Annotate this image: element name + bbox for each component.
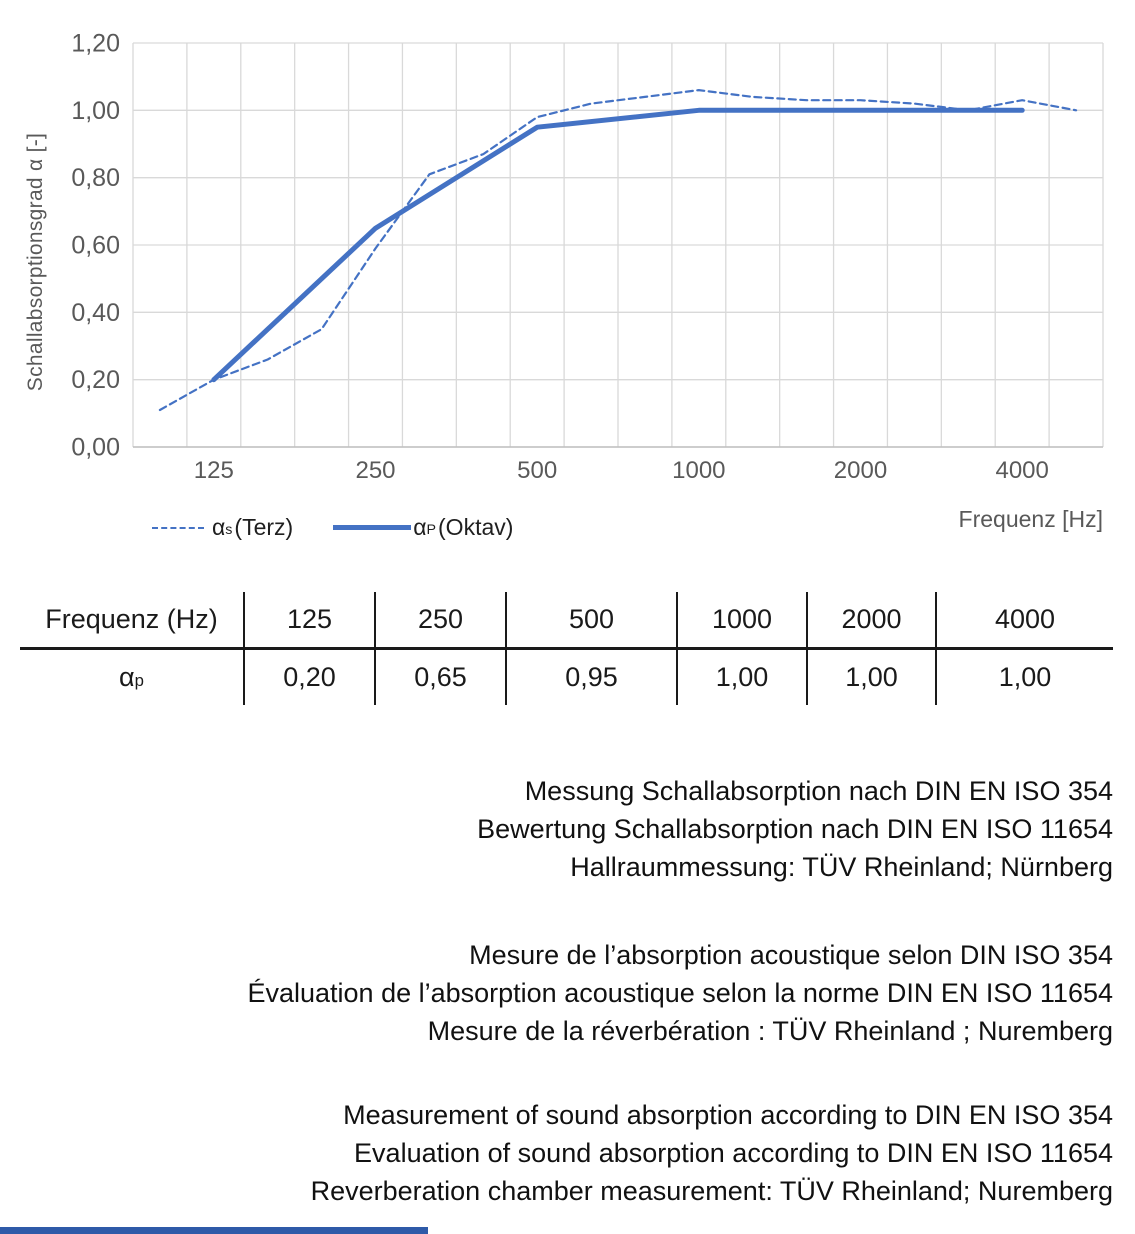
table-header-cell: 500 (507, 592, 678, 647)
note-line: Hallraummessung: TÜV Rheinland; Nürnberg (570, 852, 1113, 882)
y-tick-label: 0,20 (71, 366, 120, 395)
table-header-cell: 250 (376, 592, 507, 647)
x-tick-label: 2000 (833, 457, 888, 484)
x-tick-label: 125 (193, 457, 234, 484)
table-header-cell: Frequenz (Hz) (20, 592, 245, 647)
chart-legend (152, 514, 513, 541)
note-line: Mesure de l’absorption acoustique selon DIN ISO 354 (469, 940, 1113, 970)
y-tick-label: 1,00 (71, 96, 120, 125)
note-line: Evaluation of sound absorption according to DIN EN ISO 11654 (354, 1138, 1113, 1168)
absorption-chart (0, 0, 1135, 560)
y-axis-title: Schallabsorptionsgrad α [-] (24, 132, 47, 392)
note-line: Messung Schallabsorption nach DIN EN ISO 354 (524, 776, 1113, 806)
y-tick-label: 0,00 (71, 433, 120, 462)
legend-subscript: P (426, 522, 437, 539)
y-tick-label: 0,60 (71, 231, 120, 260)
absorption-values-table (20, 592, 1113, 705)
table-header-cell: 125 (245, 592, 376, 647)
x-tick-label: 1000 (672, 457, 726, 484)
y-tick-label: 0,80 (71, 164, 120, 193)
note-english (311, 1096, 1113, 1210)
footer-accent-bar (0, 1227, 428, 1234)
note-line: Measurement of sound absorption according to DIN EN ISO 354 (343, 1100, 1113, 1130)
absorption-chart-plot (0, 0, 1135, 560)
table-header-cell: 4000 (994, 604, 1056, 634)
note-line: Reverberation chamber measurement: TÜV Rheinland; Nuremberg (310, 1176, 1113, 1206)
note-german (477, 772, 1113, 886)
table-row-label: α $_p$ (20, 650, 245, 705)
table-value-cell: 1,00 (678, 650, 808, 705)
table-value-cell: 1,00 (998, 662, 1052, 692)
legend-label: (Terz) (234, 514, 294, 540)
note-line: Bewertung Schallabsorption nach DIN EN ISO 11654 (477, 814, 1113, 844)
dashed-line-sample-icon (152, 527, 204, 529)
legend-label: (Oktav) (438, 514, 514, 540)
x-tick-label: 4000 (995, 457, 1049, 484)
x-axis-title: Frequenz [Hz] (958, 506, 1103, 532)
y-tick-label: 0,40 (71, 298, 120, 327)
table-value-cell: 0,65 (376, 650, 507, 705)
note-french (247, 936, 1113, 1050)
table-header-row (20, 592, 1113, 647)
note-line: Évaluation de l’absorption acoustique selon la norme DIN EN ISO 11654 (247, 978, 1113, 1008)
x-tick-label: 250 (355, 457, 396, 484)
table-value-cell: 1,00 (808, 650, 937, 705)
legend-subscript: s (225, 522, 233, 539)
solid-line-sample-icon (333, 525, 411, 530)
table-value-row (20, 650, 1113, 705)
table-header-cell: 1000 (678, 592, 808, 647)
table-value-cell: 0,20 (245, 650, 376, 705)
legend-symbol: α (212, 514, 226, 540)
legend-item-alpha-p (333, 514, 513, 541)
legend-item-alpha-s (152, 514, 293, 541)
legend-symbol: α (413, 514, 427, 540)
note-line: Mesure de la réverbération : TÜV Rheinland ; Nuremberg (427, 1016, 1113, 1046)
x-tick-label: 500 (517, 457, 558, 484)
table-header-cell: 2000 (808, 592, 937, 647)
table-value-cell: 0,95 (507, 650, 678, 705)
y-tick-label: 1,20 (71, 29, 120, 58)
